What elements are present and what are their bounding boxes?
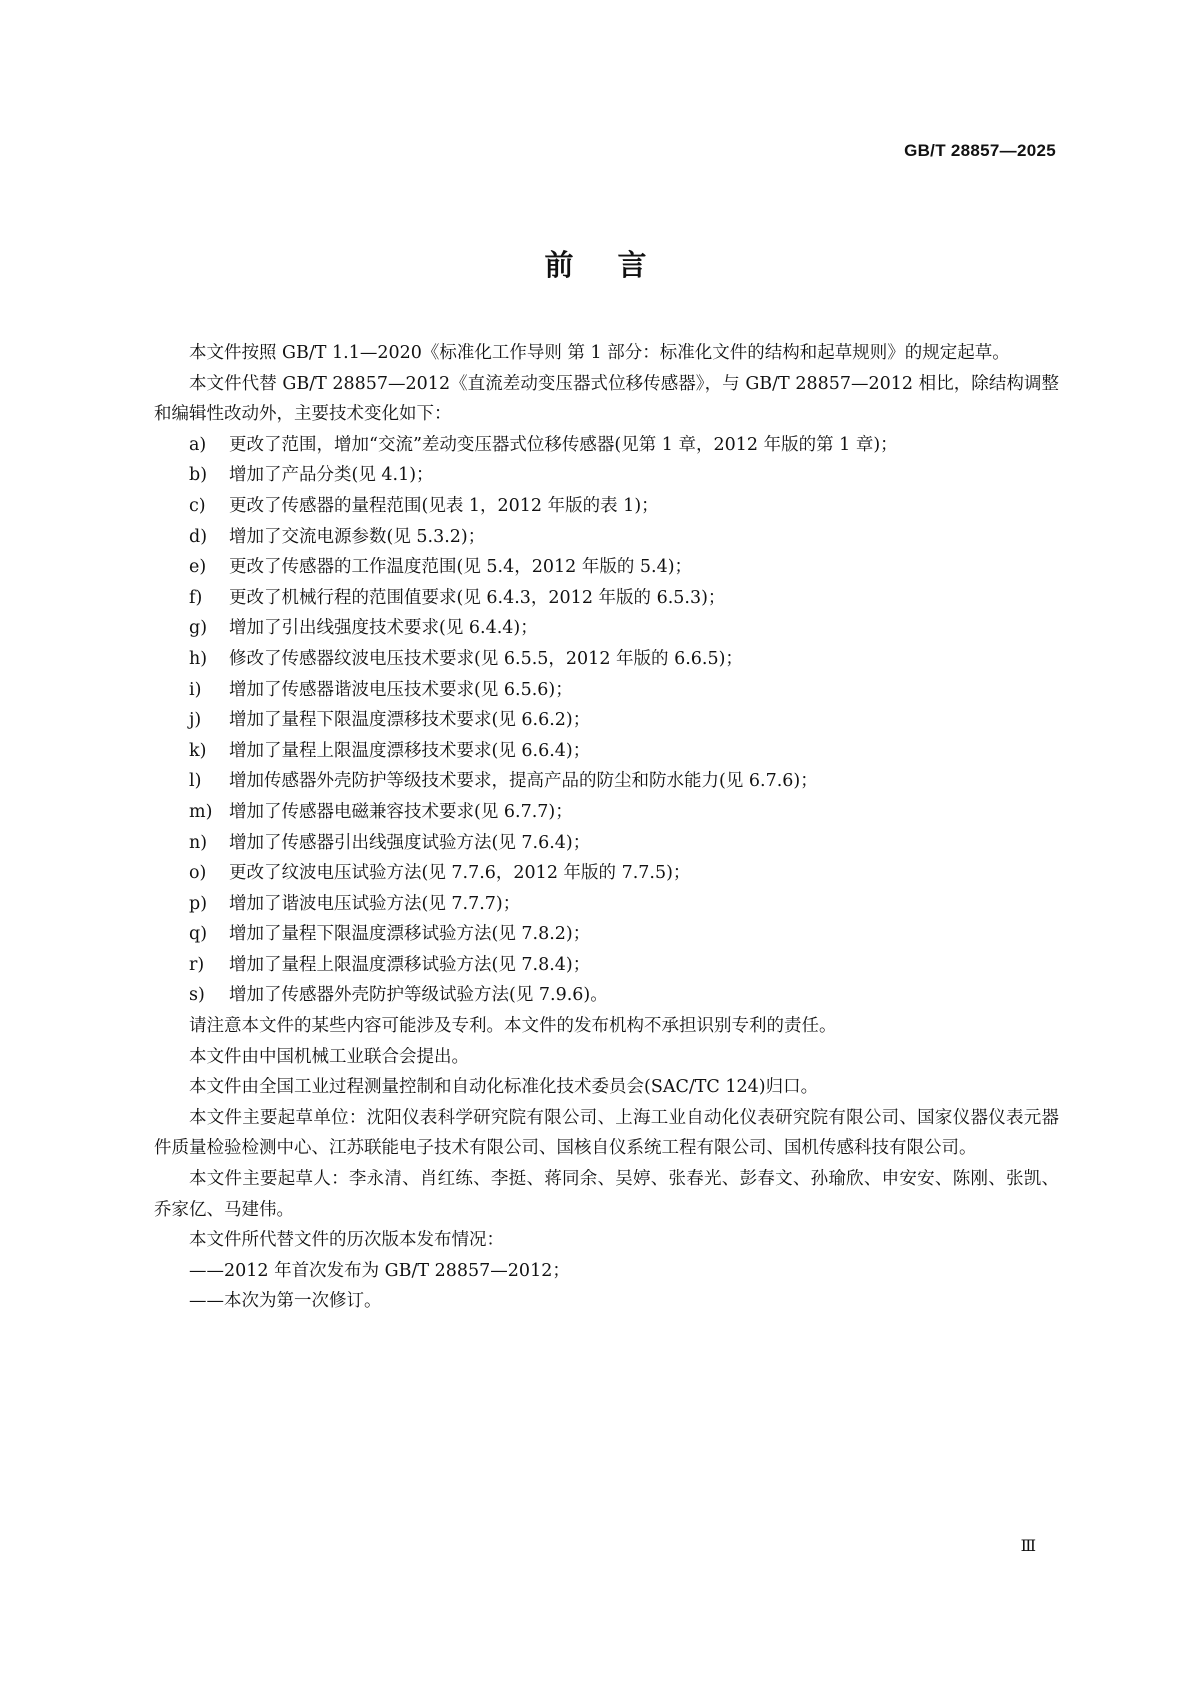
item-text: 增加了谐波电压试验方法(见 7.7.7)； [229,893,521,914]
history-heading: 本文件所代替文件的历次版本发布情况： [189,1230,504,1251]
item-text: 增加了量程下限温度漂移技术要求(见 6.6.2)； [229,710,591,731]
history-item: ——2012 年首次发布为 GB/T 28857—2012； [189,1260,570,1281]
list-item [154,675,1059,706]
item-text: 增加了传感器外壳防护等级试验方法(见 7.9.6)。 [229,985,608,1006]
item-text: 更改了传感器的工作温度范围(见 5.4，2012 年版的 5.4)； [229,557,693,578]
item-mark: c) [189,495,206,516]
list-item [154,552,1059,583]
item-mark: i) [189,679,202,700]
item-text: 更改了纹波电压试验方法(见 7.7.6，2012 年版的 7.7.5)； [229,863,691,884]
list-item [154,705,1059,736]
item-mark: f) [189,587,203,608]
item-text: 增加了量程下限温度漂移试验方法(见 7.8.2)； [229,924,591,945]
list-item [154,491,1059,522]
item-mark: k) [189,740,207,761]
intro-paragraph: 本文件代替 GB/T 28857—2012《直流差动变压器式位移传感器》，与 GB/T 28857—2012 相比，除结构调整和编辑性改动外，主要技术变化如下： [154,373,1059,425]
item-mark: b) [189,465,208,486]
item-mark: q) [189,924,208,945]
item-mark: n) [189,832,208,853]
list-item [154,613,1059,644]
patent-notice: 请注意本文件的某些内容可能涉及专利。本文件的发布机构不承担识别专利的责任。 [189,1016,837,1037]
item-mark: d) [189,526,208,547]
item-text: 增加了量程上限温度漂移试验方法(见 7.8.4)； [229,954,591,975]
item-mark: a) [189,434,207,455]
item-mark: l) [189,771,202,792]
item-text: 增加了交流电源参数(见 5.3.2)； [229,526,486,547]
item-text: 增加了量程上限温度漂移技术要求(见 6.6.4)； [229,740,591,761]
item-text: 更改了范围，增加“交流”差动变压器式位移传感器(见第 1 章，2012 年版的第 1 章)； [229,434,898,455]
item-mark: p) [189,893,208,914]
item-mark: h) [189,648,208,669]
item-mark: e) [189,557,207,578]
item-mark: s) [189,985,205,1006]
item-mark: m) [189,801,213,822]
list-item [154,430,1059,461]
drafting-units-paragraph: 本文件主要起草单位：沈阳仪表科学研究院有限公司、上海工业自动化仪表研究院有限公司、国家仪器仪表元器件质量检验检测中心、江苏联能电子技术有限公司、国核自仪系统工程有限公司、国机传感科技有限公司。 [154,1107,1059,1159]
list-item [154,950,1059,981]
list-item [154,858,1059,889]
change-list [154,430,1059,1011]
item-mark: g) [189,618,208,639]
list-item [154,828,1059,859]
list-item [154,889,1059,920]
item-mark: o) [189,863,207,884]
item-text: 更改了传感器的量程范围(见表 1，2012 年版的表 1)； [229,495,659,516]
item-text: 修改了传感器纹波电压技术要求(见 6.5.5，2012 年版的 6.6.5)； [229,648,743,669]
page-number: Ⅲ [1020,1536,1036,1555]
drafters-paragraph: 本文件主要起草人：李永清、肖红练、李挺、蒋同余、吴婷、张春光、彭春文、孙瑜欣、申安安、陈刚、张凯、乔家亿、马建伟。 [154,1169,1059,1220]
item-text: 增加了传感器引出线强度试验方法(见 7.6.4)； [229,832,591,853]
item-text: 增加了产品分类(见 4.1)； [229,465,434,486]
list-item [154,766,1059,797]
history-item: ——本次为第一次修订。 [189,1291,382,1312]
list-item [154,919,1059,950]
item-text: 增加传感器外壳防护等级技术要求，提高产品的防尘和防水能力(见 6.7.6)； [229,771,818,792]
item-text: 增加了传感器电磁兼容技术要求(见 6.7.7)； [229,801,573,822]
standard-number: GB/T 28857—2025 [904,141,1056,160]
list-item [154,460,1059,491]
item-mark: r) [189,954,205,975]
list-item [154,522,1059,553]
list-item [154,583,1059,614]
list-item [154,736,1059,767]
item-text: 增加了传感器谐波电压技术要求(见 6.5.6)； [229,679,573,700]
list-item [154,797,1059,828]
item-text: 更改了机械行程的范围值要求(见 6.4.3，2012 年版的 6.5.3)； [229,587,726,608]
foreword-body [154,338,1059,1317]
proposer-paragraph: 本文件由中国机械工业联合会提出。 [189,1046,469,1067]
intro-paragraph: 本文件按照 GB/T 1.1—2020《标准化工作导则 第 1 部分：标准化文件的结构和起草规则》的规定起草。 [189,343,1010,363]
page-title: 前言 [544,248,691,282]
item-mark: j) [189,710,202,731]
item-text: 增加了引出线强度技术要求(见 6.4.4)； [229,618,538,639]
list-item [154,980,1059,1011]
list-item [154,644,1059,675]
committee-paragraph: 本文件由全国工业过程测量控制和自动化标准化技术委员会(SAC/TC 124)归口。 [189,1077,819,1098]
